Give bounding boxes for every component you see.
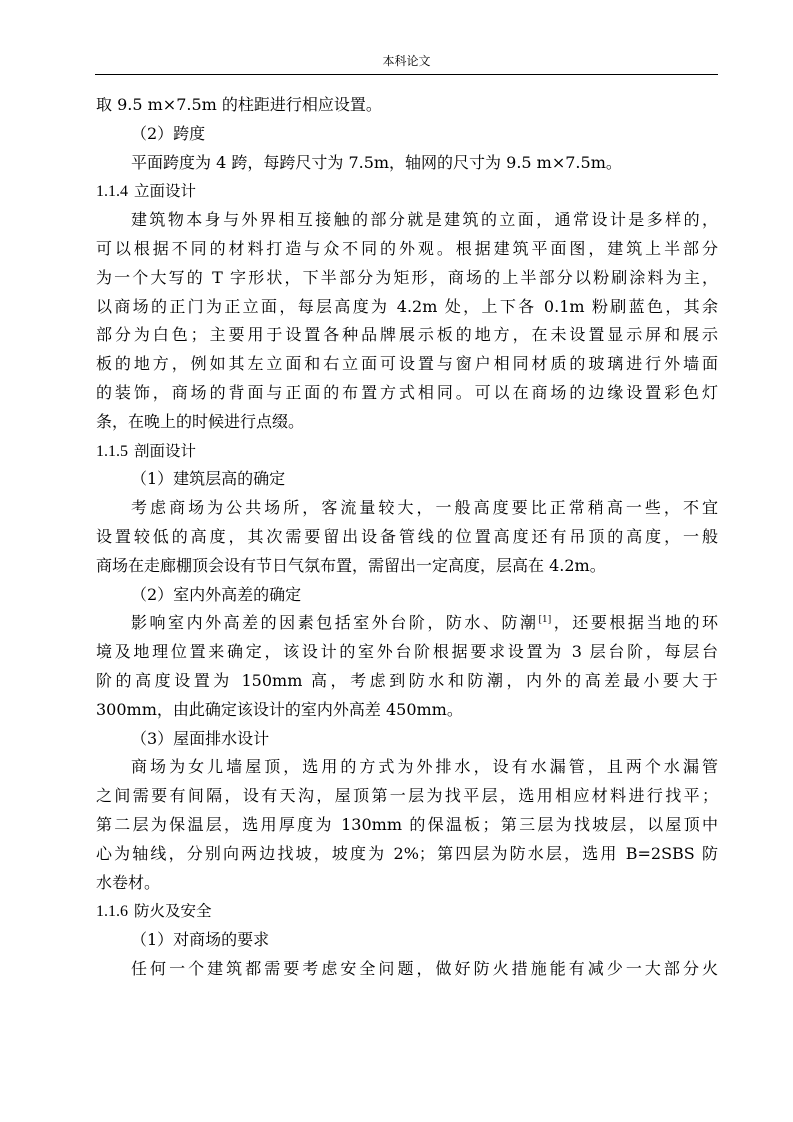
paragraph-line: 300mm，由此确定该设计的室内外高差 450mm。	[96, 699, 463, 719]
section-title: 立面设计	[134, 182, 197, 201]
subsection-label: （1）建筑层高的确定	[131, 469, 286, 489]
subsection-label: （2）室内外高差的确定	[131, 584, 302, 604]
paragraph-line: 心为轴线，分别向两边找坡，坡度为 2%；第四层为防水层，选用 B=2SBS 防	[96, 843, 718, 863]
paragraph-line	[96, 609, 718, 638]
paragraph-line: 境及地理位置来确定，该设计的室外台阶根据要求设置为 3 层台阶，每层台	[96, 642, 718, 662]
header-title: 本科论文	[382, 54, 431, 68]
paragraph-line: 考虑商场为公共场所，客流量较大，一般高度要比正常稍高一些，不宜	[131, 498, 718, 518]
paragraph-line: 以商场的正门为正立面，每层高度为 4.2m 处，上下各 0.1m 粉刷蓝色，其余	[96, 296, 718, 316]
paragraph-line: 任何一个建筑都需要考虑安全问题，做好防火措施能有减少一大部分火	[131, 958, 718, 978]
section-heading	[96, 177, 718, 206]
paragraph-line: 的装饰，商场的背面与正面的布置方式相同。可以在商场的边缘设置彩色灯	[96, 382, 718, 402]
paragraph-text: 影响室内外高差的因素包括室外台阶，防水、防潮	[131, 613, 539, 633]
citation-link[interactable]: [1]	[538, 615, 552, 626]
paragraph-line: 条，在晚上的时候进行点缀。	[96, 411, 305, 431]
paragraph-line: 商场为女儿墙屋顶，选用的方式为外排水，设有水漏管，且两个水漏管	[131, 757, 718, 777]
subsection-label: （2）跨度	[131, 123, 206, 143]
page-header	[95, 53, 718, 73]
section-title: 剖面设计	[134, 441, 197, 460]
section-number: 1.1.4	[96, 183, 128, 201]
section-title: 防火及安全	[134, 902, 212, 921]
header-rule	[95, 74, 718, 75]
paragraph-line: 第二层为保温层，选用厚度为 130mm 的保温板；第三层为找坡层，以屋顶中	[96, 814, 718, 834]
paragraph-line: 商场在走廊棚顶会设有节日气氛布置，需留出一定高度，层高在 4.2m。	[96, 555, 606, 575]
paragraph-line: 水卷材。	[96, 872, 161, 892]
paragraph-line: 阶的高度设置为 150mm 高，考虑到防水和防潮，内外的高差最小要大于	[96, 670, 718, 690]
section-heading	[96, 437, 718, 466]
paragraph-text: ，还要根据当地的环	[551, 613, 718, 633]
subsection-label: （1）对商场的要求	[131, 930, 270, 950]
paragraph-line: 为一个大写的 T 字形状，下半部分为矩形，商场的上半部分以粉刷涂料为主，	[96, 267, 718, 287]
paragraph-line: 板的地方，例如其左立面和右立面可设置与窗户相同材质的玻璃进行外墙面	[96, 354, 718, 374]
section-number: 1.1.5	[96, 442, 128, 460]
section-heading	[96, 897, 718, 926]
subsection-label: （3）屋面排水设计	[131, 728, 270, 748]
document-body	[96, 91, 718, 984]
paragraph-line: 取 9.5 m×7.5m 的柱距进行相应设置。	[96, 95, 382, 114]
paragraph-line: 可以根据不同的材料打造与众不同的外观。根据建筑平面图，建筑上半部分	[96, 238, 718, 258]
section-number: 1.1.6	[96, 903, 128, 921]
paragraph-line: 设置较低的高度，其次需要留出设备管线的位置高度还有吊顶的高度，一般	[96, 526, 718, 546]
paragraph-line: 建筑物本身与外界相互接触的部分就是建筑的立面，通常设计是多样的，	[131, 210, 718, 230]
paragraph-line: 平面跨度为 4 跨，每跨尺寸为 7.5m，轴网的尺寸为 9.5 m×7.5m。	[131, 152, 622, 172]
paragraph-line: 部分为白色；主要用于设置各种品牌展示板的地方，在未设置显示屏和展示	[96, 325, 718, 345]
paragraph-line: 之间需要有间隔，设有天沟，屋顶第一层为找平层，选用相应材料进行找平；	[96, 786, 718, 806]
